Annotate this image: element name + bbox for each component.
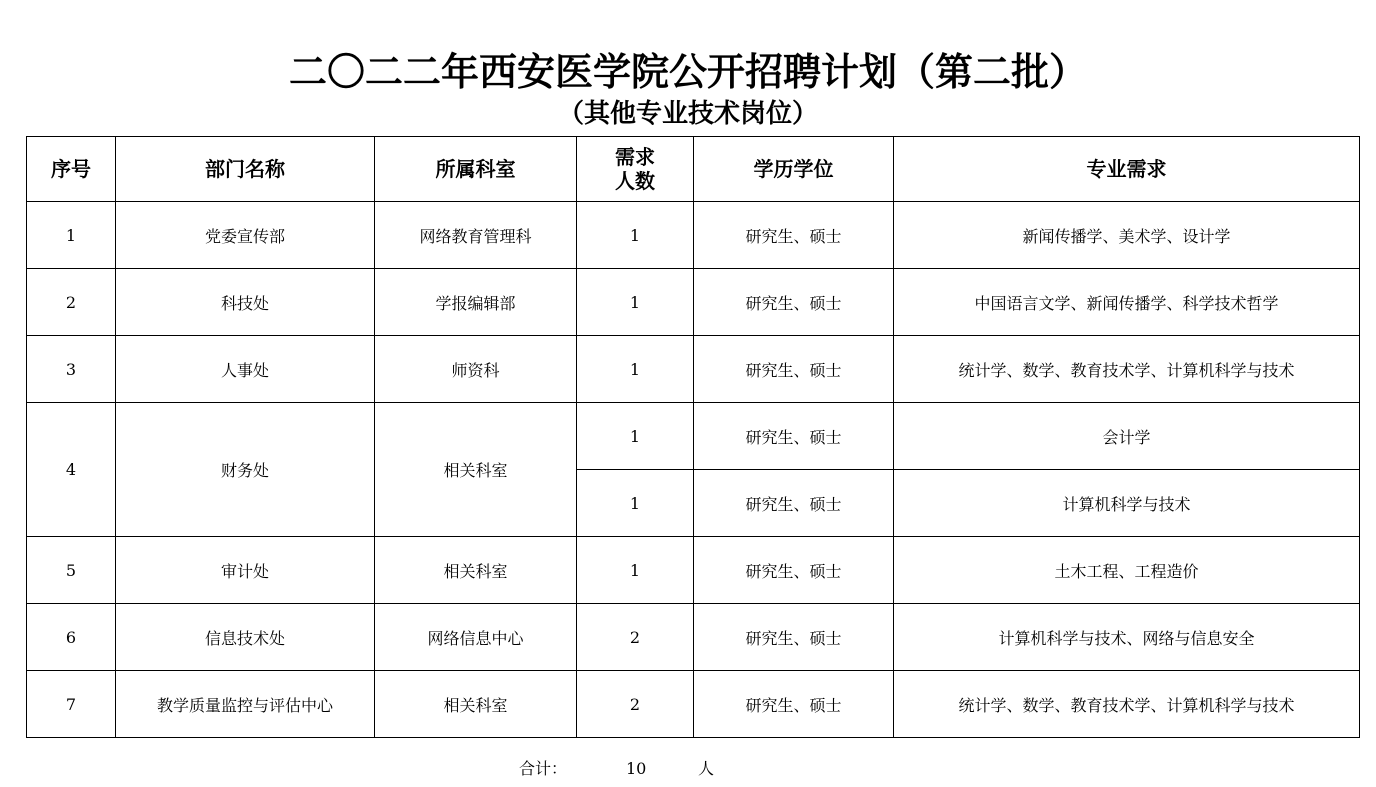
table-row — [27, 202, 1360, 269]
cell-index: 4 — [27, 403, 116, 537]
cell-department: 信息技术处 — [116, 604, 375, 671]
cell-department: 教学质量监控与评估中心 — [116, 671, 375, 738]
header-demand — [577, 137, 694, 202]
cell-degree: 研究生、硕士 — [694, 269, 894, 336]
cell-count: 1 — [577, 403, 694, 470]
table-row — [27, 269, 1360, 336]
cell-index: 2 — [27, 269, 116, 336]
page-subtitle: （其他专业技术岗位） — [557, 99, 818, 129]
cell-degree: 研究生、硕士 — [694, 470, 894, 537]
cell-index: 1 — [27, 202, 116, 269]
cell-department: 科技处 — [116, 269, 375, 336]
cell-department: 财务处 — [116, 403, 375, 537]
cell-office: 网络教育管理科 — [375, 202, 577, 269]
cell-degree: 研究生、硕士 — [694, 537, 894, 604]
cell-count: 1 — [577, 336, 694, 403]
total-unit: 人 — [698, 759, 715, 778]
header-degree: 学历学位 — [694, 137, 894, 202]
table-row — [27, 336, 1360, 403]
cell-index: 7 — [27, 671, 116, 738]
cell-degree: 研究生、硕士 — [694, 202, 894, 269]
header-major: 专业需求 — [894, 137, 1360, 202]
recruitment-table — [26, 136, 1360, 738]
cell-count: 2 — [577, 671, 694, 738]
header-demand-line1: 需求 — [615, 145, 655, 169]
page-title: 二〇二二年西安医学院公开招聘计划（第二批） — [288, 50, 1087, 94]
table-header-row — [27, 137, 1360, 202]
cell-index: 3 — [27, 336, 116, 403]
cell-count: 1 — [577, 269, 694, 336]
cell-major: 新闻传播学、美术学、设计学 — [894, 202, 1360, 269]
cell-major: 统计学、数学、教育技术学、计算机科学与技术 — [894, 671, 1360, 738]
cell-major: 计算机科学与技术 — [894, 470, 1360, 537]
cell-office: 相关科室 — [375, 403, 577, 537]
cell-major: 中国语言文学、新闻传播学、科学技术哲学 — [894, 269, 1360, 336]
total-label: 合计： — [519, 759, 568, 778]
cell-major: 计算机科学与技术、网络与信息安全 — [894, 604, 1360, 671]
table-row — [27, 604, 1360, 671]
cell-degree: 研究生、硕士 — [694, 336, 894, 403]
cell-office: 网络信息中心 — [375, 604, 577, 671]
cell-degree: 研究生、硕士 — [694, 604, 894, 671]
cell-major: 土木工程、工程造价 — [894, 537, 1360, 604]
cell-office: 相关科室 — [375, 671, 577, 738]
cell-count: 1 — [577, 537, 694, 604]
header-demand-line2: 人数 — [615, 169, 655, 193]
cell-count: 2 — [577, 604, 694, 671]
cell-office: 相关科室 — [375, 537, 577, 604]
cell-degree: 研究生、硕士 — [694, 403, 894, 470]
cell-office: 师资科 — [375, 336, 577, 403]
table-row — [27, 403, 1360, 470]
cell-index: 6 — [27, 604, 116, 671]
cell-major: 统计学、数学、教育技术学、计算机科学与技术 — [894, 336, 1360, 403]
cell-department: 审计处 — [116, 537, 375, 604]
header-office: 所属科室 — [375, 137, 577, 202]
cell-department: 人事处 — [116, 336, 375, 403]
total-value: 10 — [626, 759, 647, 778]
cell-count: 1 — [577, 470, 694, 537]
table-row — [27, 537, 1360, 604]
header-department: 部门名称 — [116, 137, 375, 202]
cell-degree: 研究生、硕士 — [694, 671, 894, 738]
header-index: 序号 — [27, 137, 116, 202]
cell-major: 会计学 — [894, 403, 1360, 470]
cell-count: 1 — [577, 202, 694, 269]
cell-index: 5 — [27, 537, 116, 604]
cell-office: 学报编辑部 — [375, 269, 577, 336]
table-row — [27, 671, 1360, 738]
cell-department: 党委宣传部 — [116, 202, 375, 269]
